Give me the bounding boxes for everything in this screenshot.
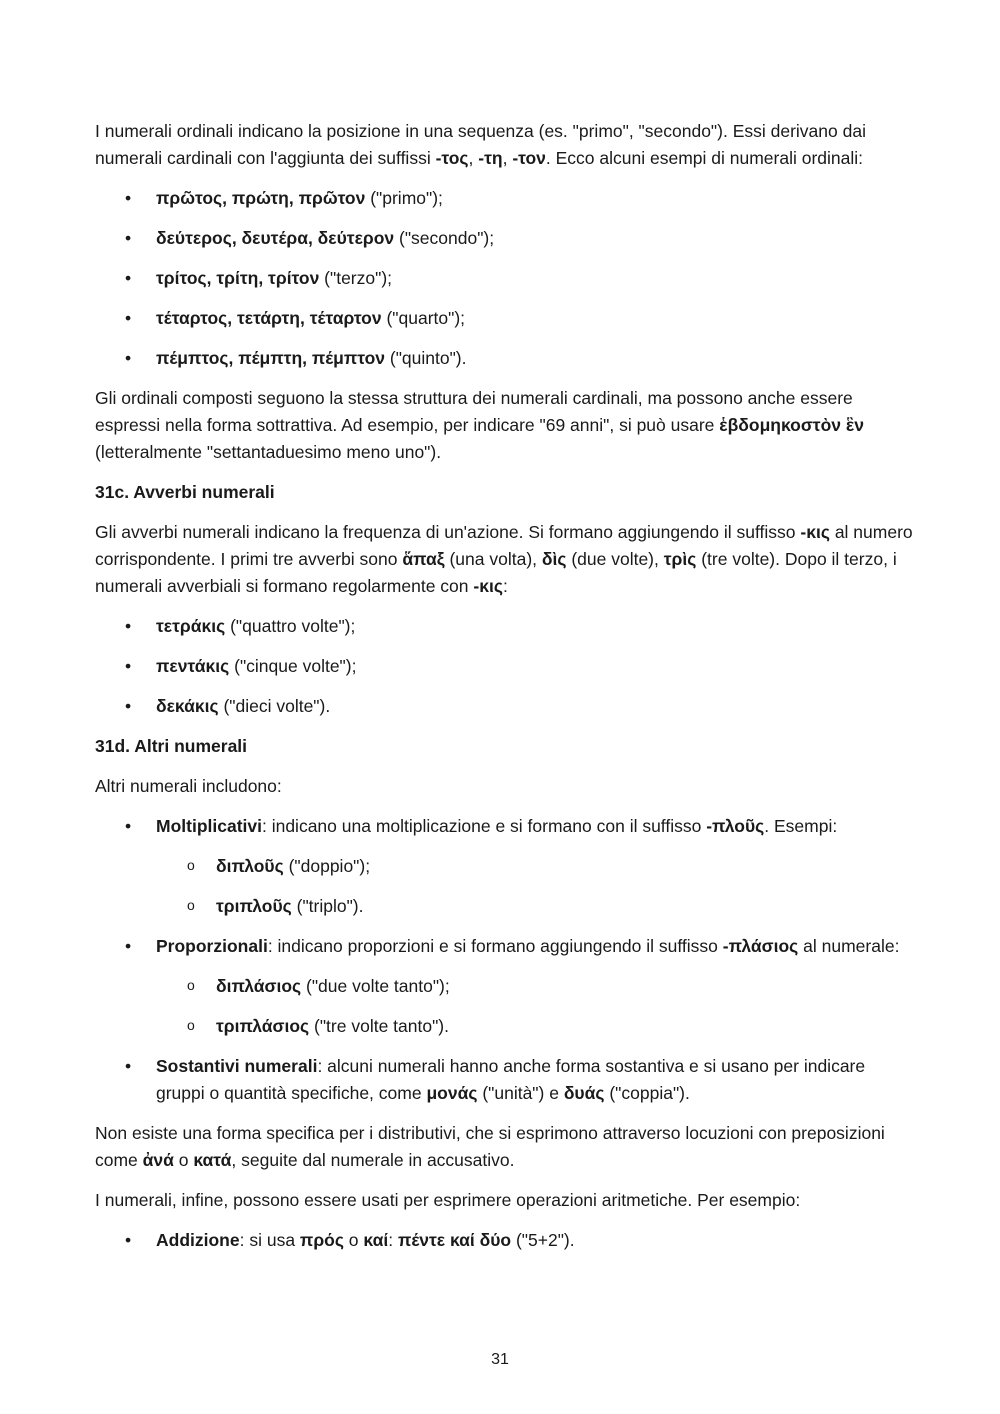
altri-list [95, 813, 915, 1107]
list-item-sostantivi: • Sostantivi numerali: alcuni numerali hanno anche forma sostantiva e si usano per indicare gruppi o quantità specifiche, come μονάς ("unità") e δυάς ("coppia"). [95, 1053, 915, 1107]
page-number: 31 [491, 1351, 509, 1368]
avverbi-list [95, 613, 915, 720]
sublist-item: o τριπλοῦς ("triplo"). [156, 893, 915, 920]
proporzionali-sublist [156, 973, 915, 1040]
list-item: • δεκάκις ("dieci volte"). [95, 693, 915, 720]
section-heading-altri: 31d. Altri numerali [95, 736, 248, 756]
composite-ordinals-paragraph: Gli ordinali composti seguono la stessa struttura dei numerali cardinali, ma possono anche essere espressi nella forma sottrattiva. Ad esempio, per indicare "69 anni", si può usare ἑβδομηκοστὸν ἓν (letteralmente "settantaduesimo meno uno"). [95, 388, 864, 462]
section-heading-avverbi: 31c. Avverbi numerali [95, 482, 275, 502]
list-item: • δεύτερος, δευτέρα, δεύτερον ("secondo"); [95, 225, 915, 252]
list-item: • τετράκις ("quattro volte"); [95, 613, 915, 640]
document-page [95, 118, 915, 1267]
list-item: • τέταρτος, τετάρτη, τέταρτον ("quarto"); [95, 305, 915, 332]
altri-intro: Altri numerali includono: [95, 776, 282, 796]
sublist-item: o διπλοῦς ("doppio"); [156, 853, 915, 880]
avverbi-paragraph: Gli avverbi numerali indicano la frequenza di un'azione. Si formano aggiungendo il suffisso -κις al numero corrispondente. I primi tre avverbi sono ἅπαξ (una volta), δὶς (due volte), τρὶς (tre volte). Dopo il terzo, i numerali avverbiali si formano regolarmente con -κις: [95, 522, 913, 596]
list-item: • τρίτος, τρίτη, τρίτον ("terzo"); [95, 265, 915, 292]
moltiplicativi-sublist [156, 853, 915, 920]
aritmetica-intro: I numerali, infine, possono essere usati per esprimere operazioni aritmetiche. Per esempio: [95, 1190, 801, 1210]
aritmetica-list [95, 1227, 915, 1254]
ordinals-list [95, 185, 915, 372]
list-item-moltiplicativi: • Moltiplicativi: indicano una moltiplicazione e si formano con il suffisso -πλοῦς. Esempi: o διπλοῦς ("doppio"); o τριπλοῦς ("triplo"). [95, 813, 915, 920]
list-item: • πεντάκις ("cinque volte"); [95, 653, 915, 680]
list-item-proporzionali: • Proporzionali: indicano proporzioni e si formano aggiungendo il suffisso -πλάσιος al numerale: o διπλάσιος ("due volte tanto"); o τριπλάσιος ("tre volte tanto"). [95, 933, 915, 1040]
ordinals-intro-paragraph: I numerali ordinali indicano la posizione in una sequenza (es. "primo", "secondo"). Essi derivano dai numerali cardinali con l'aggiunta dei suffissi -τος, -τη, -τον. Ecco alcuni esempi di numerali ordinali: [95, 121, 866, 168]
list-item-addizione: • Addizione: si usa πρός o καί: πέντε καί δύο ("5+2"). [95, 1227, 915, 1254]
sublist-item: o διπλάσιος ("due volte tanto"); [156, 973, 915, 1000]
list-item: • πέμπτος, πέμπτη, πέμπτον ("quinto"). [95, 345, 915, 372]
sublist-item: o τριπλάσιος ("tre volte tanto"). [156, 1013, 915, 1040]
list-item: • πρῶτος, πρώτη, πρῶτον ("primo"); [95, 185, 915, 212]
distributivi-paragraph: Non esiste una forma specifica per i distributivi, che si esprimono attraverso locuzioni con preposizioni come ἀνά o κατά, seguite dal numerale in accusativo. [95, 1123, 885, 1170]
